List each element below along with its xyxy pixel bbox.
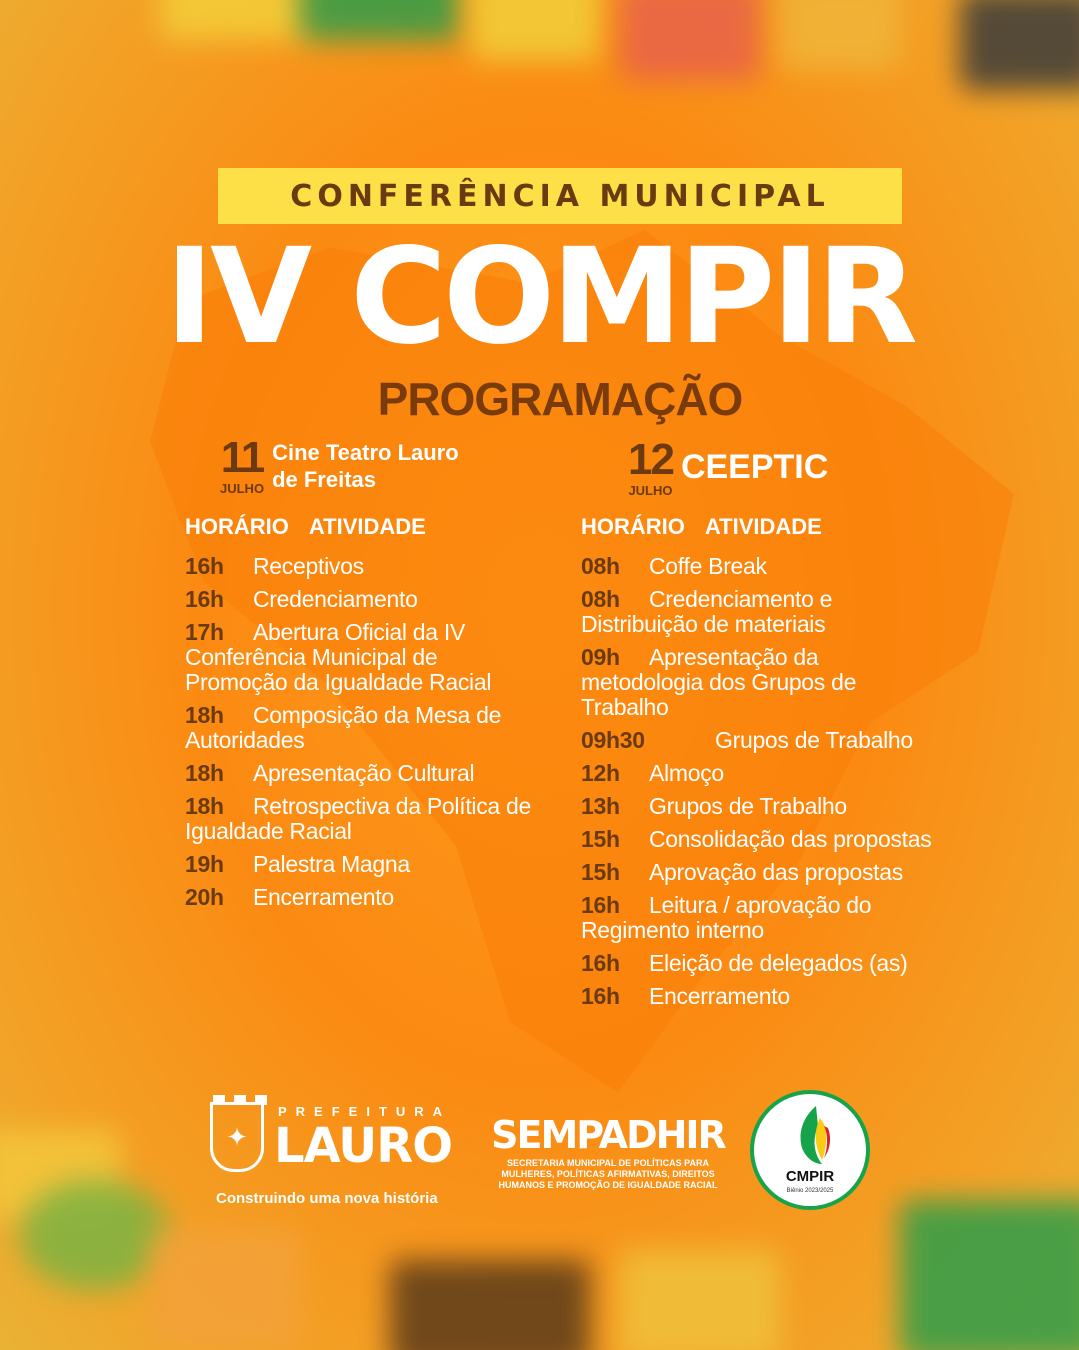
row-time: 16h	[185, 553, 224, 579]
day-header-1	[220, 433, 472, 496]
row-activity: Encerramento	[253, 884, 394, 910]
schedule-row	[581, 587, 941, 637]
schedule-day-1	[185, 514, 535, 918]
schedule-row	[581, 554, 941, 579]
sempadhir-description: SECRETARIA MUNICIPAL DE POLÍTICAS PARA MULHERES, POLÍTICAS AFIRMATIVAS, DIREITOS HUMANOS E PROMOÇÃO DE IGUALDADE RACIAL	[498, 1158, 718, 1190]
decor-block	[780, 0, 900, 70]
decor-block	[160, 0, 310, 40]
lauro-tagline: Construindo uma nova história	[216, 1190, 438, 1207]
venue-name: Cine Teatro Lauro de Freitas	[272, 439, 459, 492]
schedule-row	[581, 728, 941, 753]
row-time: 12h	[581, 760, 620, 786]
row-activity: Almoço	[649, 760, 724, 786]
row-activity: Encerramento	[649, 983, 790, 1009]
row-time: 08h	[581, 586, 620, 612]
schedule-list	[185, 554, 535, 910]
row-activity: Receptivos	[253, 553, 364, 579]
row-time: 15h	[581, 859, 620, 885]
decor-block	[620, 1250, 780, 1350]
row-time: 09h30	[581, 727, 645, 753]
row-activity: Credenciamento	[253, 586, 418, 612]
row-time: 17h	[185, 619, 224, 645]
schedule-row	[185, 794, 535, 844]
row-activity: Eleição de delegados (as)	[649, 950, 908, 976]
row-activity: Leitura / aprovação do Regimento interno	[581, 892, 872, 943]
row-activity: Composição da Mesa de Autoridades	[185, 702, 502, 753]
activity-header: ATIVIDADE	[704, 514, 822, 539]
day-month: JULHO	[220, 481, 265, 496]
schedule-row	[581, 860, 941, 885]
row-time: 08h	[581, 553, 620, 579]
day-header-2	[628, 435, 829, 498]
time-header: HORÁRIO	[185, 514, 289, 539]
schedule-row	[581, 645, 941, 720]
schedule-row	[581, 761, 941, 786]
decor-block	[620, 0, 760, 80]
row-time: 15h	[581, 826, 620, 852]
schedule-row	[581, 984, 941, 1009]
schedule-row	[185, 620, 535, 695]
row-time: 09h	[581, 644, 620, 670]
lauro-label: LAURO	[274, 1118, 452, 1174]
activity-header: ATIVIDADE	[308, 514, 426, 539]
decor-block	[390, 1260, 590, 1350]
schedule-row	[185, 761, 535, 786]
row-time: 18h	[185, 702, 224, 728]
row-activity: Apresentação Cultural	[253, 760, 475, 786]
sempadhir-logo	[483, 1114, 733, 1191]
sempadhir-label: SEMPADHIR	[491, 1113, 725, 1157]
schedule-row	[581, 893, 941, 943]
schedule-row	[581, 951, 941, 976]
city-crest-icon: ✦	[210, 1102, 264, 1172]
decor-block	[300, 0, 460, 40]
day-number: 11	[220, 433, 264, 482]
row-activity: Coffe Break	[649, 553, 767, 579]
decor-block	[900, 1200, 1079, 1350]
row-time: 18h	[185, 793, 224, 819]
day-month: JULHO	[628, 483, 673, 498]
row-activity: Consolidação das propostas	[649, 826, 932, 852]
conference-banner	[218, 168, 902, 224]
venue-name: CEEPTIC	[680, 448, 829, 486]
row-activity: Grupos de Trabalho	[715, 727, 913, 753]
row-activity: Credenciamento e Distribuição de materiais	[581, 586, 833, 637]
row-activity: Palestra Magna	[253, 851, 410, 877]
row-activity: Retrospectiva da Política de Igualdade Racial	[185, 793, 531, 844]
day-number: 12	[628, 435, 673, 484]
row-time: 18h	[185, 760, 224, 786]
schedule-row	[185, 587, 535, 612]
row-time: 20h	[185, 884, 224, 910]
row-activity: Aprovação das propostas	[649, 859, 903, 885]
schedule-list	[581, 554, 941, 1009]
row-time: 13h	[581, 793, 620, 819]
schedule-day-2	[581, 514, 941, 1017]
schedule-row	[581, 827, 941, 852]
cmpir-profile-icon	[792, 1104, 836, 1166]
schedule-row	[185, 852, 535, 877]
decor-block	[960, 0, 1079, 90]
event-title: IV COMPIR	[164, 220, 915, 374]
schedule-row	[185, 554, 535, 579]
schedule-row	[185, 885, 535, 910]
decor-block	[150, 1230, 300, 1350]
row-time: 19h	[185, 851, 224, 877]
cmpir-label: CMPIR	[785, 1168, 835, 1185]
schedule-header	[581, 514, 941, 540]
time-header: HORÁRIO	[581, 514, 685, 539]
row-time: 16h	[581, 983, 620, 1009]
footer-logos	[0, 1090, 1079, 1220]
program-title: PROGRAMAÇÃO	[377, 373, 743, 425]
decor-block	[470, 0, 600, 60]
schedule-row	[581, 794, 941, 819]
row-activity: Abertura Oficial da IV Conferência Municipal de Promoção da Igualdade Racial	[185, 619, 492, 695]
row-time: 16h	[185, 586, 224, 612]
row-time: 16h	[581, 892, 620, 918]
date-badge	[628, 435, 673, 498]
schedule-row	[185, 703, 535, 753]
cmpir-term: Biênio 2023/2025	[786, 1188, 834, 1194]
banner-text: CONFERÊNCIA MUNICIPAL	[290, 178, 830, 214]
schedule-header	[185, 514, 535, 540]
row-time: 16h	[581, 950, 620, 976]
row-activity: Apresentação da metodologia dos Grupos de Trabalho	[581, 644, 857, 720]
prefeitura-label: PREFEITURA	[278, 1104, 452, 1119]
cmpir-seal	[750, 1090, 870, 1210]
date-badge	[220, 433, 265, 496]
row-activity: Grupos de Trabalho	[649, 793, 847, 819]
